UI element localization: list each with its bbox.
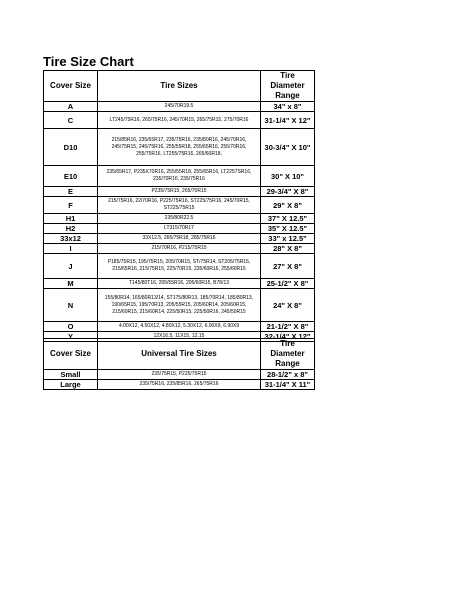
- cover-size-cell: I: [44, 244, 98, 254]
- tire-sizes-cell: LT315/70R17: [98, 224, 261, 234]
- tire-diameter-cell: 28-1/2" x 8": [261, 370, 315, 380]
- tire-diameter-cell: 25-1/2" X 8": [261, 279, 315, 289]
- tire-diameter-cell: 35" X 12.5": [261, 224, 315, 234]
- tire-sizes-cell: 235/75R15, P225/75R15: [98, 370, 261, 380]
- cover-size-cell: F: [44, 197, 98, 214]
- tire-diameter-cell: 30-3/4" X 10": [261, 129, 315, 166]
- table-row: [44, 102, 315, 112]
- tire-diameter-cell: 24" X 8": [261, 289, 315, 322]
- cover-size-cell: 33x12: [44, 234, 98, 244]
- table-header-row: [44, 339, 315, 370]
- cover-size-cell: Large: [44, 380, 98, 390]
- cover-size-cell: H2: [44, 224, 98, 234]
- tire-diameter-cell: 30" X 10": [261, 166, 315, 187]
- cover-size-cell: E10: [44, 166, 98, 187]
- cover-size-cell: H1: [44, 214, 98, 224]
- table-row: [44, 279, 315, 289]
- tire-sizes-cell: 4.00X12, 4.50X12, 4.80X12, 5.30X12, 6.00X9, 6.90X9: [98, 322, 261, 332]
- table-row: [44, 322, 315, 332]
- tire-diameter-cell: 27" X 8": [261, 254, 315, 279]
- header-tire-diameter: Tire Diameter Range: [261, 71, 315, 102]
- table-row: [44, 224, 315, 234]
- table-header-row: [44, 71, 315, 102]
- header-cover-size: Cover Size: [44, 339, 98, 370]
- cover-size-cell: Small: [44, 370, 98, 380]
- table-row: [44, 112, 315, 129]
- tire-sizes-cell: 155/80R14, 165/80R13/14, ST175/80R13, 185/70R14, 185/80R13, 190/65R15, 195/70R13, 205/55R15, 205/60R14, 205/60R15, 215/60R15, 215/60R14, 225/50R15, 225/50R16, 245/50R15: [98, 289, 261, 322]
- tire-sizes-cell: 215/75R16, 22/70R16, P225/75R16, ST225/75R16, 245/70R15, ST225/75R15: [98, 197, 261, 214]
- tire-sizes-cell: 33X12.5, 265/75R18, 285/75R16: [98, 234, 261, 244]
- tire-diameter-cell: 33" x 12.5": [261, 234, 315, 244]
- tire-diameter-cell: 31-1/4" X 12": [261, 112, 315, 129]
- header-tire-diameter: Tire Diameter Range: [261, 339, 315, 370]
- tire-sizes-cell: 215/85R16, 235/65R17, 235/75R16, 235/80R16, 245/70R16, 245/75R15, 245/75R16, 255/55R18, 255/65R16, 255/70R16, 255/75R16, LT255/75R16, 265/60R18,: [98, 129, 261, 166]
- tire-sizes-cell: 235/80R22.5: [98, 214, 261, 224]
- header-cover-size: Cover Size: [44, 71, 98, 102]
- cover-size-cell: C: [44, 112, 98, 129]
- table-row: [44, 129, 315, 166]
- table-row: [44, 380, 315, 390]
- tire-diameter-cell: 28" X 8": [261, 244, 315, 254]
- cover-size-cell: E: [44, 187, 98, 197]
- cover-size-cell: N: [44, 289, 98, 322]
- tire-size-table: [43, 70, 315, 342]
- tire-sizes-cell: LT245/75R16, 265/75R16, 245/70R15, 265/75R15, 275/70R16: [98, 112, 261, 129]
- tire-diameter-cell: 31-1/4" X 11": [261, 380, 315, 390]
- table-row: [44, 234, 315, 244]
- universal-tire-size-table: [43, 338, 315, 390]
- tire-diameter-cell: 29" X 8": [261, 197, 315, 214]
- header-tire-sizes: Tire Sizes: [98, 71, 261, 102]
- tire-diameter-cell: 34" x 8": [261, 102, 315, 112]
- cover-size-cell: Y: [44, 332, 98, 342]
- cover-size-cell: D10: [44, 129, 98, 166]
- tire-sizes-cell: T145/80T16, 205/55R16, 205/60R15, B78/13: [98, 279, 261, 289]
- table-row: [44, 166, 315, 187]
- table-row: [44, 370, 315, 380]
- tire-sizes-cell: P235/75R15, 265/70R15: [98, 187, 261, 197]
- cover-size-cell: O: [44, 322, 98, 332]
- header-universal-tire-sizes: Universal Tire Sizes: [98, 339, 261, 370]
- tire-sizes-cell: 215/70R16, P215/75R15: [98, 244, 261, 254]
- tire-sizes-cell: P185/75R15, 195/75R15, 205/70R15, ST/75R14, ST205/75R15, 215/65R16, 215/75R15, 225/70R15, 235/60R16, 255/60R15: [98, 254, 261, 279]
- cover-size-cell: A: [44, 102, 98, 112]
- tire-sizes-cell: 235/65R17, P235X70R16, 255/55R18, 255/65R16, LT2257SR16, 235/70R16, 235/75R16: [98, 166, 261, 187]
- table-row: [44, 244, 315, 254]
- table-row: [44, 289, 315, 322]
- page-title: Tire Size Chart: [43, 54, 134, 69]
- tire-diameter-cell: 32-1/4" X 12": [261, 332, 315, 342]
- table-row: [44, 197, 315, 214]
- tire-sizes-cell: 235/75R16, 235/85R16, 265/75R16: [98, 380, 261, 390]
- tire-diameter-cell: 29-3/4" X 8": [261, 187, 315, 197]
- cover-size-cell: J: [44, 254, 98, 279]
- tire-sizes-cell: 245/70R19.5: [98, 102, 261, 112]
- table-row: [44, 254, 315, 279]
- cover-size-cell: M: [44, 279, 98, 289]
- tire-diameter-cell: 37" X 12.5": [261, 214, 315, 224]
- tire-sizes-cell: 12X16.5, 11X15, 12.15: [98, 332, 261, 342]
- tire-diameter-cell: 21-1/2" X 8": [261, 322, 315, 332]
- table-row: [44, 187, 315, 197]
- table-row: [44, 214, 315, 224]
